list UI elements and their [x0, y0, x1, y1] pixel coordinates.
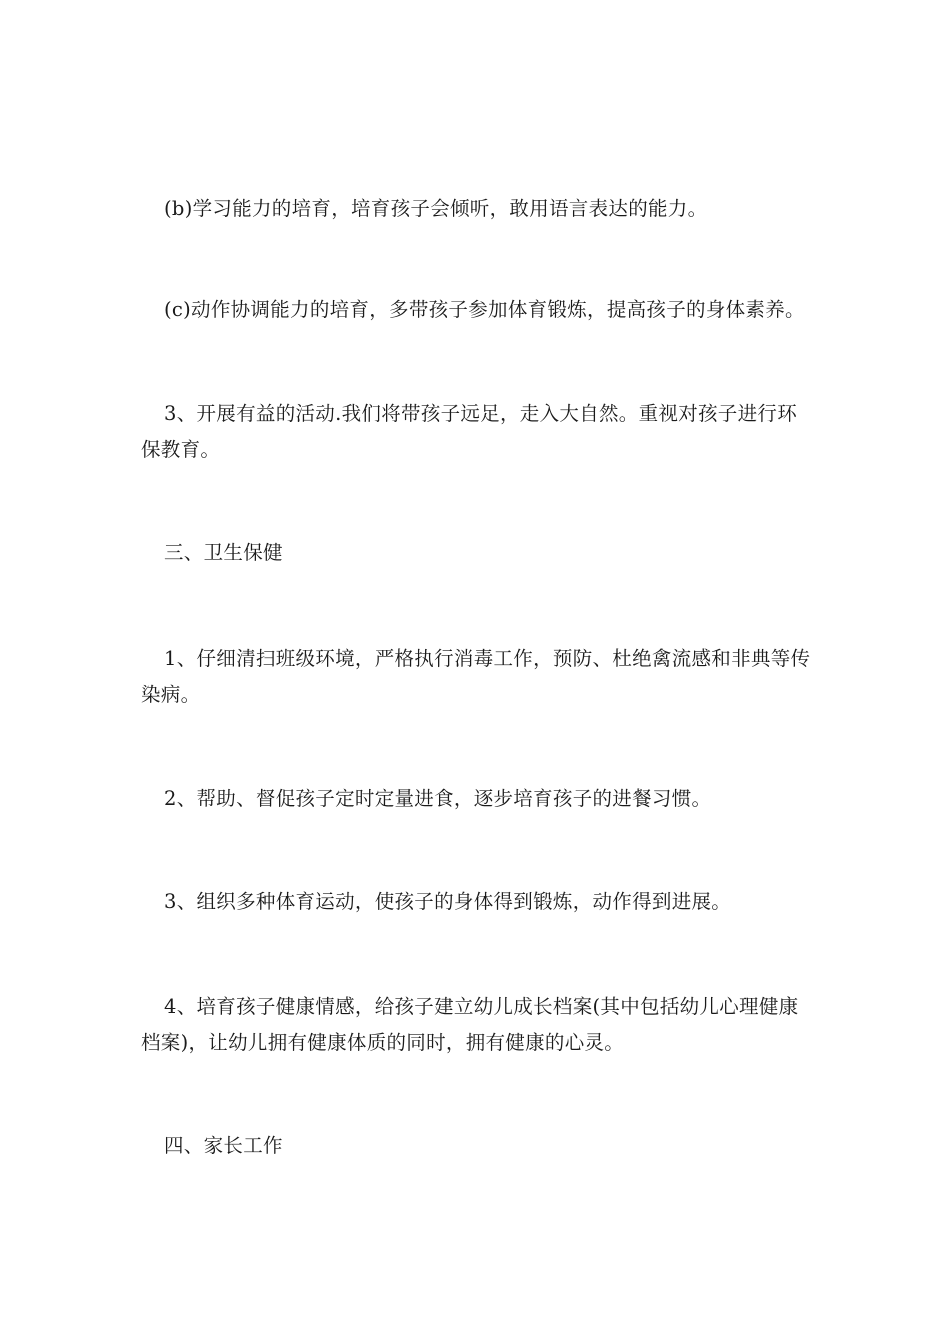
- paragraph-hygiene-item-3: 3、组织多种体育运动，使孩子的身体得到锻炼，动作得到进展。: [164, 890, 732, 913]
- paragraph-hygiene-item-4: 4、培育孩子健康情感，给孩子建立幼儿成长档案(其中包括幼儿心理健康档案)，让幼儿拥有健康体质的同时，拥有健康的心灵。: [141, 995, 799, 1054]
- section-heading-parent-work: 四、家长工作: [164, 1134, 283, 1157]
- paragraph-beneficial-activities: 3、开展有益的活动.我们将带孩子远足，走入大自然。重视对孩子进行环保教育。: [141, 402, 798, 461]
- paragraph-learning-ability: (b)学习能力的培育，培育孩子会倾听，敢用语言表达的能力。: [164, 197, 708, 220]
- paragraph-hygiene-item-1: 1、仔细清扫班级环境，严格执行消毒工作，预防、杜绝禽流感和非典等传染病。: [141, 647, 811, 706]
- paragraph-hygiene-item-2: 2、帮助、督促孩子定时定量进食，逐步培育孩子的进餐习惯。: [164, 787, 712, 810]
- paragraph-motor-coordination: (c)动作协调能力的培育，多带孩子参加体育锻炼，提高孩子的身体素养。: [164, 298, 805, 321]
- section-heading-hygiene: 三、卫生保健: [164, 541, 283, 564]
